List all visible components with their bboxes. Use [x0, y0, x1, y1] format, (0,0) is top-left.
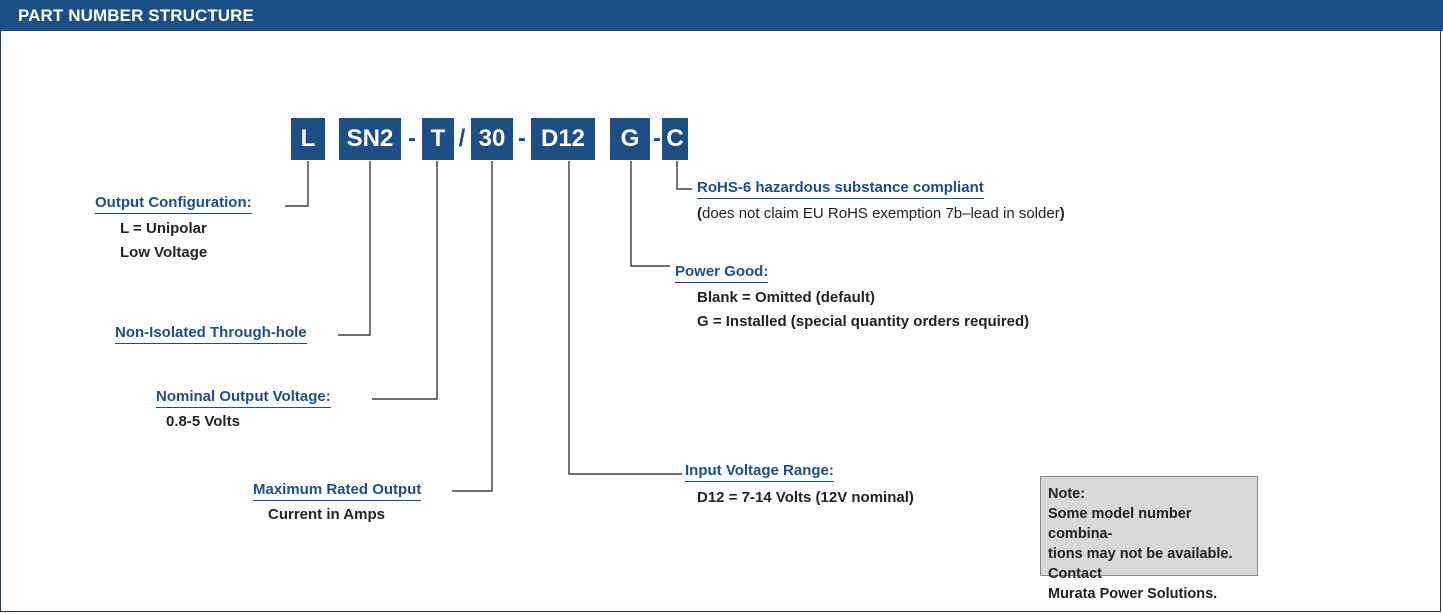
power-good-blank: Blank = Omitted (default) [697, 289, 875, 306]
max-output-desc: Current in Amps [268, 506, 385, 523]
note-line: tions may not be available. Contact [1048, 546, 1233, 582]
code-box-power-good: G [610, 118, 650, 160]
connector-power-good [631, 161, 670, 266]
code-box-output-config: L [291, 118, 325, 160]
power-good-label: Power Good: [675, 263, 768, 283]
nominal-voltage-value: 0.8-5 Volts [166, 413, 240, 430]
connector-rohs [677, 161, 692, 189]
note-title: Note: [1048, 486, 1086, 502]
rohs-detail-line [697, 204, 1065, 223]
connector-input-voltage [569, 161, 682, 474]
separator-dash: - [518, 125, 526, 152]
nominal-voltage-label: Nominal Output Voltage: [156, 388, 331, 408]
separator-dash: - [408, 125, 416, 152]
connector-nominal-voltage [372, 161, 437, 399]
separator-dash: - [653, 125, 661, 152]
code-box-rohs: C [662, 118, 688, 160]
section-header: PART NUMBER STRUCTURE [0, 0, 1443, 31]
code-box-trim: T [422, 118, 454, 160]
note-line: Murata Power Solutions. [1048, 586, 1218, 602]
non-isolated-label: Non-Isolated Through-hole [115, 324, 307, 344]
max-output-label: Maximum Rated Output [253, 481, 421, 501]
connector-output-config [285, 161, 308, 206]
rohs-detail: does not claim EU RoHS exemption 7b–lead in solder [702, 205, 1060, 222]
note-box [1040, 476, 1258, 602]
connector-non-isolated [338, 161, 370, 335]
output-config-value: L = Unipolar [120, 220, 207, 237]
input-voltage-value: D12 = 7-14 Volts (12V nominal) [697, 489, 914, 506]
power-good-installed: G = Installed (special quantity orders required) [697, 313, 1030, 330]
code-box-input: D12 [531, 118, 595, 160]
output-config-desc: Low Voltage [120, 244, 208, 261]
rohs-paren-close: ) [1059, 205, 1065, 222]
input-voltage-label: Input Voltage Range: [685, 462, 834, 482]
connector-max-output [452, 161, 492, 491]
rohs-paren-open: ( [697, 205, 702, 222]
note-line: Some model number combina- [1048, 506, 1192, 542]
code-box-current: 30 [471, 118, 513, 160]
separator-slash: / [458, 125, 466, 152]
output-config-label: Output Configuration: [95, 194, 252, 214]
code-box-series: SN2 [339, 118, 401, 160]
rohs-label: RoHS-6 hazardous substance compliant [697, 179, 984, 199]
